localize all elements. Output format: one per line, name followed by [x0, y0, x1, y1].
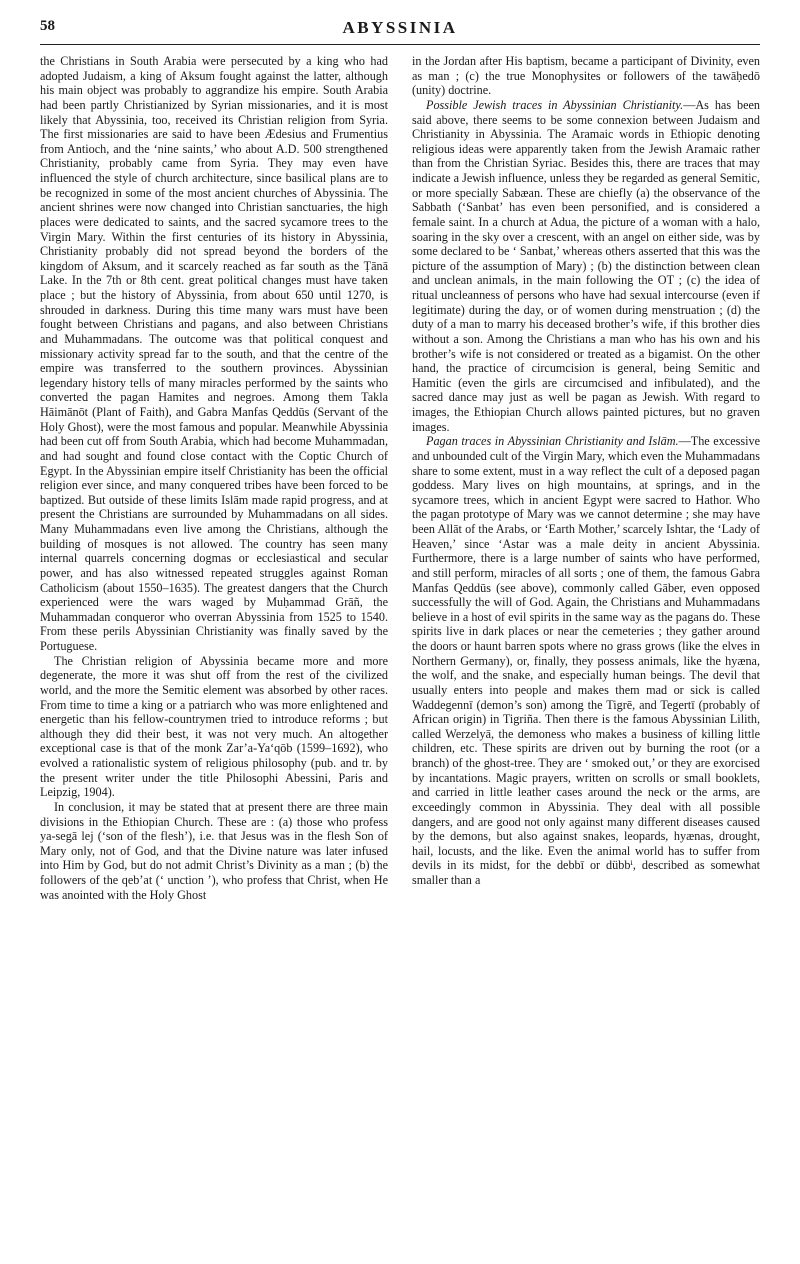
section-jewish-traces [412, 98, 760, 434]
page-header [40, 18, 760, 40]
right-column [412, 54, 760, 1250]
left-column [40, 54, 388, 1250]
right-opening-paragraph: in the Jordan after His baptism, became a participant of Divinity, even as man ; (c) the true Monophysites or followers of the tawāḥedō (unity) doctrine. [412, 54, 760, 98]
left-paragraph: the Christians in South Arabia were persecuted by a king who had adopted Judaism, a king of Aksum fought against the latter, although his main object was probably to aggrandize his empire. South Arabia had been partly Christianized by Syrian missionaries, and it is most likely that Abyssinia, too, received its Christian religion from Syria. The first missionaries are said to have been Ædesius and Frumentius from Antioch, and the ‘nine saints,’ who about A.D. 500 strengthened Christianity, probably came from Syria. They may even have influenced the style of church architecture, since basilical plans are to be recognized in some of the most ancient churches of Abyssinia. The ancient shrines were now changed into Christian sanctuaries, the high places were dedicated to saints, and the sacred sycamore trees to the Virgin Mary. Within the first centuries of its history in Abyssinia, Christianity probably did not spread beyond the borders of the kingdom of Aksum, and it scarcely reached as far south as the Ṭānā Lake. In the 7th or 8th cent. great political changes must have taken place ; but the history of Abyssinia, from about 650 until 1270, is shrouded in darkness. During this time many wars must have been fought between Christians and pagans, and also between Christians and Muhammadans. The outcome was that political conquest and missionary activity spread far to the south, and that the centre of the empire was transferred to the southern provinces. Abyssinian legendary history tells of many miracles performed by the saints who converted the pagan Hamites and negroes. Among them Takla Hāimānōt (Plant of Faith), and Gabra Manfas Qeddūs (Servant of the Holy Ghost), were the most famous and popular. Meanwhile Abyssinia had been cut off from South Arabia, which had become Muhammadan, and had sought and found close contact with the Coptic Church of Egypt. In the Abyssinian empire itself Christianity has been the official religion ever since, and many conquered tribes have been forced to be baptized. But outside of these limits Islām made rapid progress, and at present the Christians are surrounded by Muhammadans on all sides. Many Muhammadans even live among the Christians, although the building of mosques is not allowed. The country has seen many internal quarrels concerning dogmas or ecclesiastical and secular power, and has also witnessed repeated struggles against Roman Catholicism (about 1550–1635). The greatest dangers that the Church experienced were the wars waged by Muḥammad Grāñ, the Muhammadan conqueror who overran Abyssinia from 1525 to 1540. From these perils Abyssinian Christianity was finally saved by the Portuguese. [40, 54, 388, 653]
section-heading: Pagan traces in Abyssinian Christianity and Islām. [426, 434, 679, 449]
header-rule [40, 44, 760, 45]
left-paragraph: In conclusion, it may be stated that at present there are three main divisions in the Ethiopian Church. These are : (a) those who profess ya-segā lej (‘son of the flesh’), i.e. that Jesus was in the flesh Son of Mary only, not of God, and that the Divine nature was later infused into Him by God, but do not admit Christ’s Divinity as a man ; (b) the followers of the qeb’at (‘ unction ’), who profess that Christ, when He was anointed with the Holy Ghost [40, 799, 388, 902]
section-pagan-traces [412, 434, 760, 887]
section-text: —As has been said above, there seems to be some connexion between Judaism and Christianity in Abyssinia. The Aramaic words in Ethiopic denoting religious ideas were apparently taken from the Jewish Aramaic rather than from the Christian Syriac. Besides this, there are traces that may indicate a Jewish influence, unless they be regarded as general Semitic, or more specially Sabæan. These are chiefly (a) the observance of the Sabbath (‘Sanbat’ has even been personified, and is considered a female saint. In a church at Adua, the picture of a woman with a halo, soaring in the sky over a crescent, with an angel on either side, was by some declared to be ‘ Sanbat,’ whereas others asserted that this was the picture of the assumption of Mary) ; (b) the distinction between clean and unclean animals, in the main following the OT ; (c) the idea of ritual uncleanness of persons who have had sexual intercourse (even if legitimate) during the day, or of women during menstruation ; (d) the duty of a man to marry his deceased brother’s wife, if this brother dies without a son. Among the Christians a man who has his own and his brother’s wife is not considered or treated as a bigamist. On the other hand, the practice of circumcision is general, being Semitic and Hamitic (even the girls are circumcised and infibulated), and the sacred dance may just as well be pagan as Jewish. With regard to images, the Ethiopian Church allows painted pictures, but no graven images. [412, 97, 760, 434]
left-paragraph: The Christian religion of Abyssinia became more and more degenerate, the more it was shut off from the rest of the civilized world, and the more the Semitic element was absorbed by other races. From time to time a king or a patriarch who was more enlightened and energetic than his fellow-countrymen tried to introduce reforms ; but although they did their best, it was not very much. An altogether exceptional case is that of the monk Zar’a-Ya‘qōb (1599–1692), who evolved a rationalistic system of religious philosophy (pub. and tr. by the present writer under the title Philosophi Abessini, Paris and Leipzig, 1904). [40, 653, 388, 800]
section-heading: Possible Jewish traces in Abyssinian Christianity. [426, 97, 684, 112]
section-text: —The excessive and unbounded cult of the Virgin Mary, which even the Muhammadans share to some extent, must in a way reflect the cult of a deposed pagan goddess. Mary lives on high mountains, at springs, and in the sycamore trees, which in ancient Egypt were sacred to Hathor. Who the pagan prototype of Mary was we cannot determine ; she may have been Allāt of the Arabs, or ‘Earth Mother,’ scarcely Ishtar, the ‘Lady of Heaven,’ since ‘Astar was a male deity in ancient Abyssinia. Furthermore, there is a large number of saints who have performed, and still perform, miracles of all sorts ; one of them, the famous Gabra Manfas Qeddūs (see above), commonly called Gāber, even opposed successfully the will of God. Again, the Christians and Muhammadans believe in a host of evil spirits in the same way as the pagans do. These spirits live in dark places or near the cemeteries ; they gather around the doors or haunt barren spots where no grass grows (like the elves in Northern Germany), or, finally, they possess animals, like the hyæna, the wolf, and the snake, and especially human beings. The devil that usually enters into people and makes them mad or sick is called Waddegennī (demon’s son) among the Tigrē, and Tegertī (probably of African origin) in Tigriña. Then there is the famous Abyssinian Lilith, called Werzelyā, the demoness who makes a business of killing little children, etc. These spirits are driven out by burning the root (or a branch) of the ghost-tree. They are ‘ smoked out,’ or they are exorcised by incantations. Magic prayers, written on scrolls or small booklets, and carried in little leather cases around the neck or the arms, are exceedingly common in Abyssinia. They deal with all possible dangers, and are good not only against many different diseases caused by the demons, but also against snakes, leopards, hyænas, drought, hail, locusts, and the like. Even the animal world has to suffer from devils in its midst, for the debbī or dübbⁱ, described as somewhat smaller than a [412, 434, 760, 887]
running-title: ABYSSINIA [342, 18, 458, 37]
page-number: 58 [40, 18, 55, 34]
